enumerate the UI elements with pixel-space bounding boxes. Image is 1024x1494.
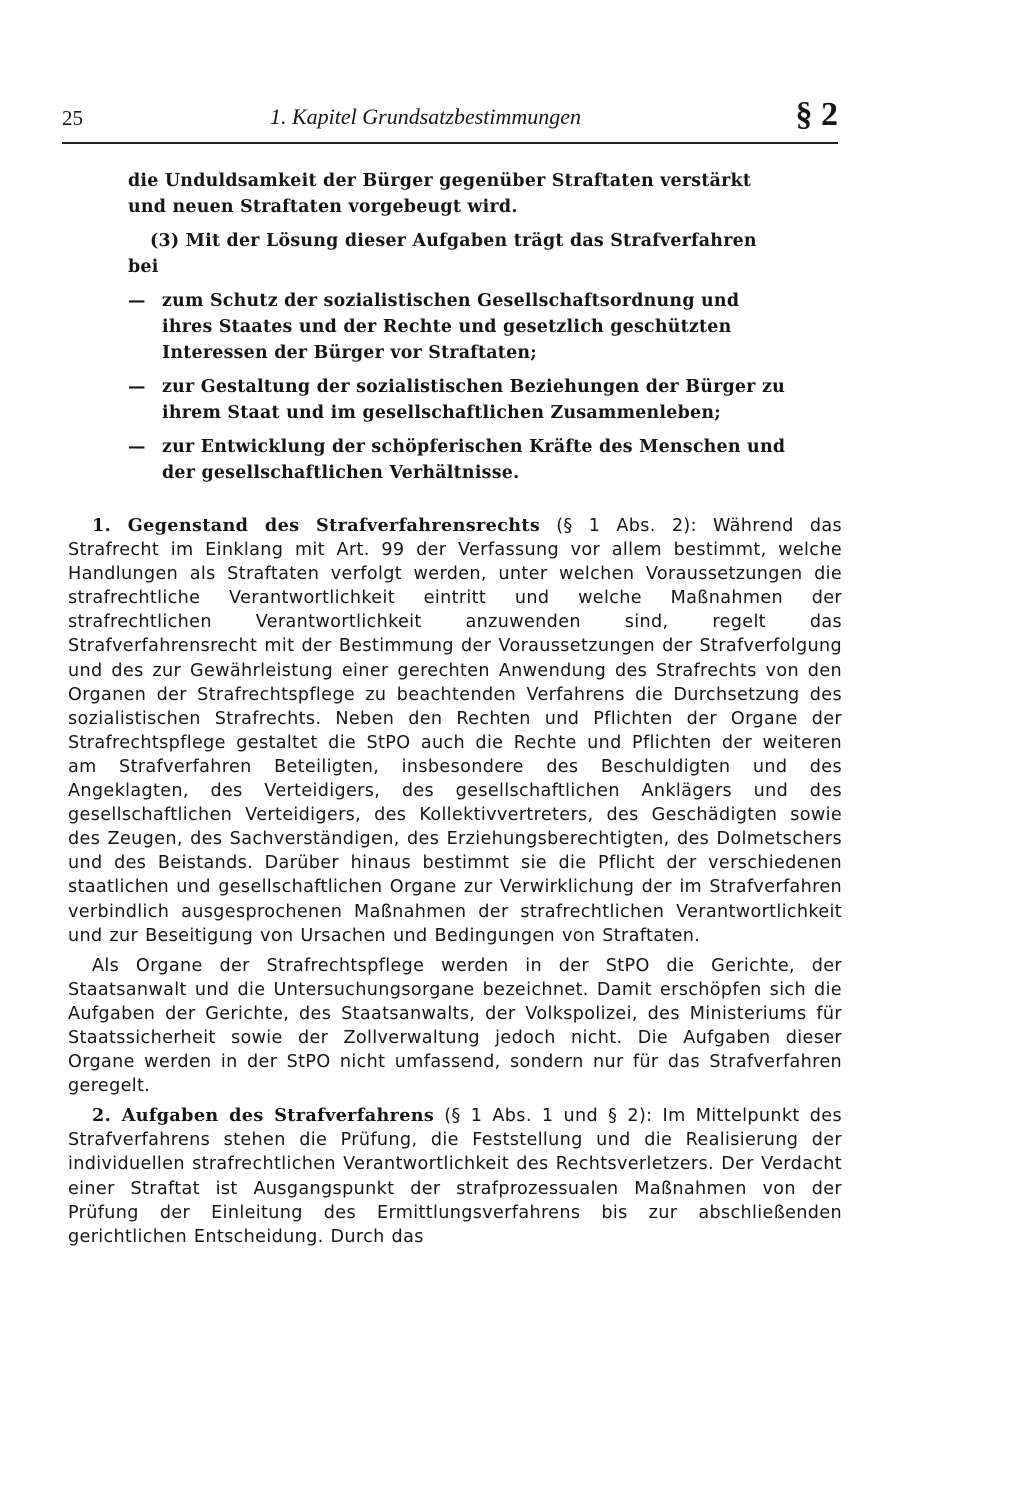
dash-bullet: — xyxy=(128,377,146,397)
page-number: 25 xyxy=(62,106,83,130)
law-continuation: die Unduldsamkeit der Bürger gegenüber Straftaten verstärkt und neuen Straftaten vorgebeugt wird. xyxy=(128,171,752,217)
law-item-text: zum Schutz der sozialistischen Gesellschaftsordnung und ihres Staates und der Rechte und gesetzlich geschützten Interessen der Bürger vor Straftaten; xyxy=(162,291,740,363)
commentary-text: Als Organe der Strafrechtspflege werden in der StPO die Gerichte, der Staatsanwalt und die Untersuchungsorgane bezeichnet. Damit erschöpfen sich die Aufgaben der Gerichte, des Staatsanwalts, der Volkspolizei, des Ministeriums für Staatssicherheit sowie der Zollverwaltung jedoch nicht. Die Aufgaben dieser Organe werden in der StPO nicht umfassend, sondern nur für das Strafverfahren geregelt. xyxy=(68,955,842,1097)
law-text-block xyxy=(128,168,788,486)
law-item-list xyxy=(128,288,788,486)
commentary-heading: 1. Gegenstand des Strafverfahrensrechts xyxy=(92,515,541,536)
law-item xyxy=(128,374,788,426)
commentary-heading: 2. Aufgaben des Strafverfahrens xyxy=(92,1105,435,1127)
page-header xyxy=(62,96,838,144)
commentary-paragraph xyxy=(68,514,842,948)
commentary-block xyxy=(68,514,842,1255)
chapter-title: 1. Kapitel Grundsatzbestimmungen xyxy=(270,104,582,129)
commentary-text: (§ 1 Abs. 2): Während das Strafrecht im Einklang mit Art. 99 der Verfassung vor allem bestimmt, welche Handlungen als Straftaten verfolgt werden, unter welchen Voraussetzungen die strafrechtliche Verantwortlichkeit eintritt und welche Maßnahmen der strafrechtlichen Verantwortlichkeit anzuwenden sind, regelt das Strafverfahrensrecht mit der Bestimmung der Voraussetzungen der Strafverfolgung und des zur Gewährleistung einer gerechten Anwendung des Strafrechts von den Organen der Strafrechtspflege zu beachtenden Verfahrens die Durchsetzung des sozialistischen Strafrechts. Neben den Rechten und Pflichten der Organe der Strafrechtspflege gestaltet die StPO auch die Rechte und Pflichten der weiteren am Strafverfahren Beteiligten, insbesondere des Beschuldigten und des Angeklagten, des Verteidigers, des gesellschaftlichen Anklägers und des gesellschaftlichen Verteidigers, des Kollektivvertreters, des Geschädigten sowie des Zeugen, des Sachverständigen, des Erziehungsberechtigten, des Dolmetschers und des Beistands. Darüber hinaus bestimmt sie die Pflicht der verschiedenen staatlichen und gesellschaftlichen Organe zur Verwirklichung der im Strafverfahren verbindlich ausgesprochenen Maßnahmen der strafrechtlichen Verantwortlichkeit und zur Beseitigung von Ursachen und Bedingungen von Straftaten. xyxy=(68,516,842,946)
law-paragraph-3: (3) Mit der Lösung dieser Aufgaben trägt das Strafverfahren bei xyxy=(128,231,757,277)
section-marker: § 2 xyxy=(795,96,838,133)
commentary-paragraph xyxy=(68,1104,842,1249)
dash-bullet: — xyxy=(128,291,146,311)
commentary-text: (§ 1 Abs. 1 und § 2): Im Mittelpunkt des Strafverfahrens stehen die Prüfung, die Feststellung und die Realisierung der individuellen strafrechtlichen Verantwortlichkeit des Rechtsverletzers. Der Verdacht einer Straftat ist Ausgangspunkt der strafprozessualen Maßnahmen von der Prüfung der Einleitung des Ermittlungsverfahrens bis zur abschließenden gerichtlichen Entscheidung. Durch das xyxy=(68,1106,842,1247)
law-item-text: zur Entwicklung der schöpferischen Kräfte des Menschen und der gesellschaftlichen Verhältnisse. xyxy=(162,437,786,483)
law-item-text: zur Gestaltung der sozialistischen Beziehungen der Bürger zu ihrem Staat und im gesellschaftlichen Zusammenleben; xyxy=(162,377,785,423)
dash-bullet: — xyxy=(128,437,146,457)
law-item xyxy=(128,288,788,366)
commentary-paragraph xyxy=(68,954,842,1099)
law-item xyxy=(128,434,788,486)
